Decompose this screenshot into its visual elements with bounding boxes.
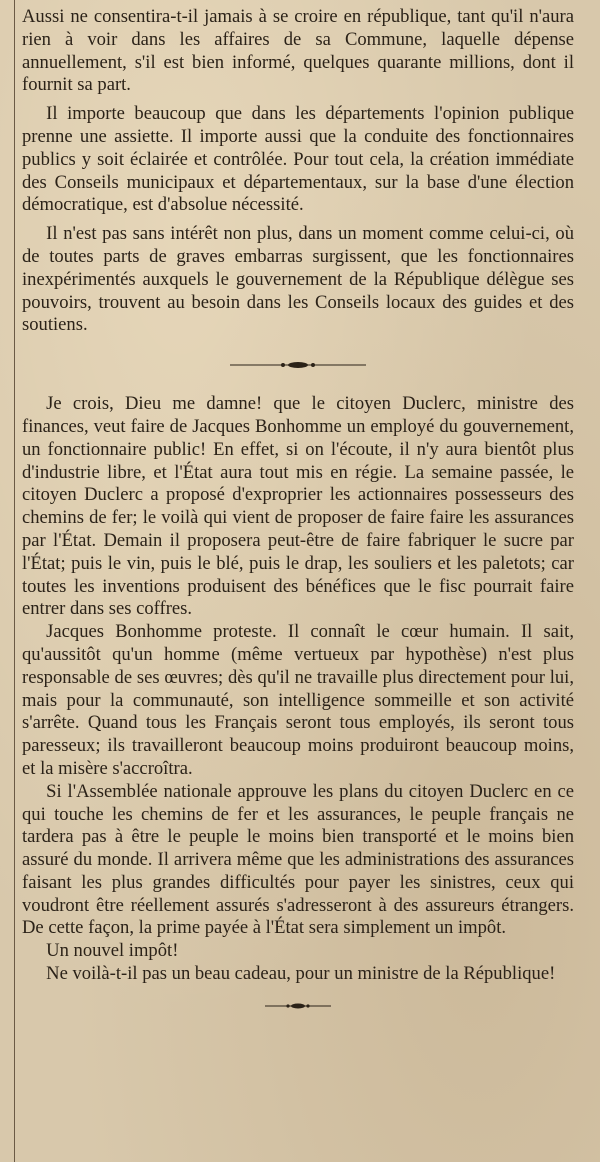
paragraph-assemblee: Si l'Assemblée nationale approuve les plans du citoyen Duclerc en ce qui touche les chemins de fer et les assurances, le peuple français ne tardera pas à être le peuple le moins bien transporté et le moins bien assuré du monde. Il arrivera même que les administrations des assurances faisant les plus grandes difficultés pour payer les sinistres, ceux qui voudront être réellement assurés s'adresseront à des assureurs étrangers. De cette façon, la prime payée à l'État sera simplement un impôt. bbox=[22, 780, 574, 939]
paragraph-nouvel-impot: Un nouvel impôt! bbox=[46, 940, 179, 962]
paragraph-jacques-bonhomme: Jacques Bonhomme proteste. Il connaît le cœur humain. Il sait, qu'aussitôt qu'un homme (même vertueux par hypothèse) n'est plus responsable de ses œuvres; dès qu'il ne travaille plus directement pour lui, mais pour la communauté, son intelligence sommeille et son activité s'arrête. Quand tous les Français seront tous employés, ils seront tous paresseux; ils travailleront beaucoup moins produiront beaucoup moins, et la misère s'accroîtra. bbox=[22, 621, 574, 779]
paragraph-departements: Il importe beaucoup que dans les départements l'opinion publique prenne une assiette. Il importe aussi que la conduite des fonctionnaires publics y soit éclairée et contrôlée. Pour tout cela, la création immédiate des Conseils municipaux et départementaux, sur la base d'une élection démocratique, est d'absolue nécessité. bbox=[22, 103, 574, 216]
article-column bbox=[22, 6, 574, 1026]
end-ornament bbox=[22, 986, 574, 1026]
paragraph-conseils-locaux: Il n'est pas sans intérêt non plus, dans un moment comme celui-ci, où de toutes parts de graves embarras surgissent, que les fonctionnaires inexpérimentés auxquels le gouvernement de la République délègue ses pouvoirs, trouvent au besoin dans les Conseils locaux des guides et des soutiens. bbox=[22, 223, 574, 336]
paragraph-duclerc: Je crois, Dieu me damne! que le citoyen Duclerc, ministre des finances, veut faire de Jacques Bonhomme un employé du gouvernement, un fonctionnaire public! En effet, si on l'écoute, il n'y aura bientôt plus d'industrie libre, et l'État aura tout mis en régie. La semaine passée, le citoyen Duclerc a proposé d'exproprier les actionnaires possesseurs des chemins de fer; le voilà qui vient de proposer de faire faire les assurances par l'État. Demain il proposera peut-être de faire fabriquer le sucre par l'État; puis le vin, puis le blé, puis le drap, les souliers et les paletots; car toutes les inventions produisent des bénéfices que le fisc pourrait faire entrer dans ses coffres. bbox=[22, 393, 574, 620]
column-rule bbox=[14, 0, 15, 1162]
end-ornament-icon bbox=[263, 1001, 333, 1011]
section-divider-ornament bbox=[22, 337, 574, 393]
divider-ornament-icon bbox=[228, 360, 368, 370]
paragraph-beau-cadeau: Ne voilà-t-il pas un beau cadeau, pour un ministre de la République! bbox=[46, 963, 556, 985]
paragraph-commune: Aussi ne consentira-t-il jamais à se croire en république, tant qu'il n'aura rien à voir dans les affaires de sa Commune, laquelle dépense annuellement, s'il est bien informé, quelques quarante millions, dont il fournit sa part. bbox=[22, 6, 574, 96]
